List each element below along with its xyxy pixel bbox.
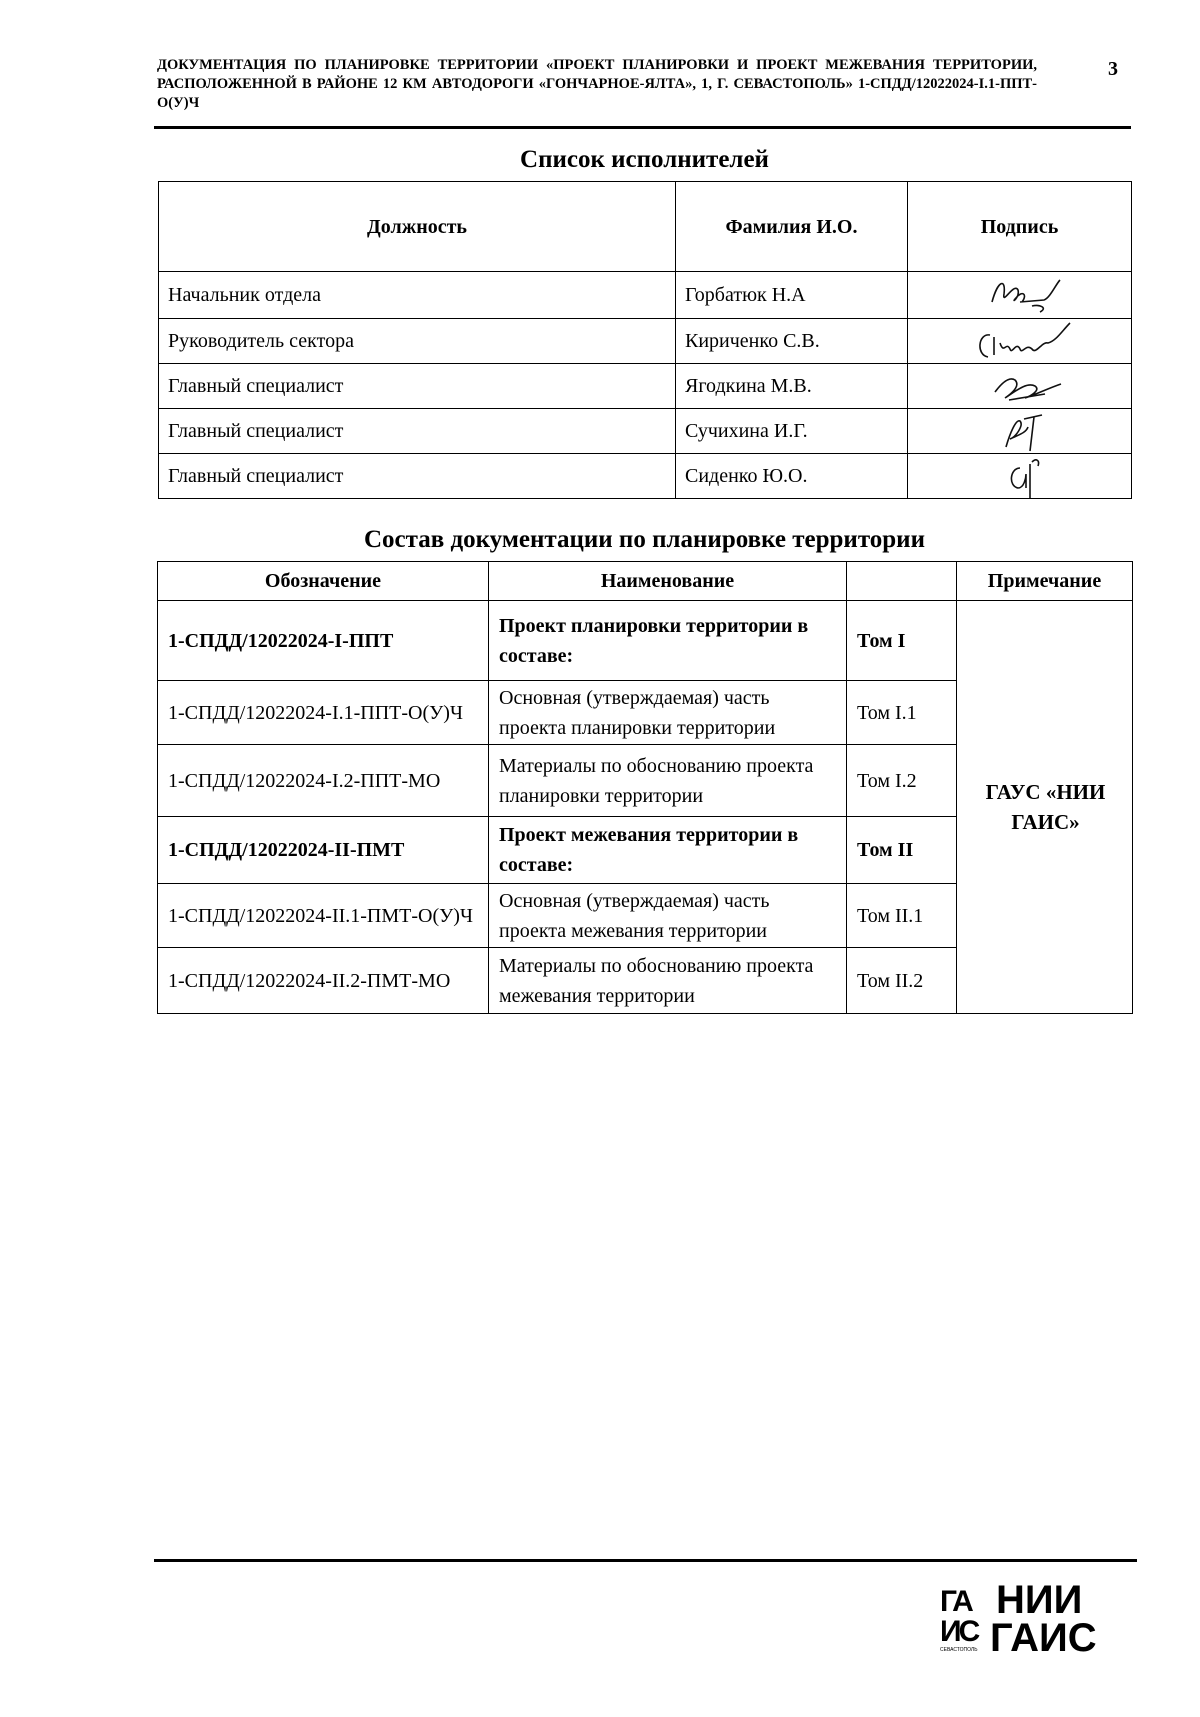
name-cell: Сучихина И.Г. [676, 409, 908, 454]
logo-text-line2: ГАИС [990, 1616, 1097, 1655]
logo-mark-top: ГА [940, 1585, 971, 1618]
title-cell: Проект планировки территории в составе: [489, 601, 847, 681]
executors-table [158, 181, 1132, 499]
position-cell: Главный специалист [159, 409, 676, 454]
title-cell: Основная (утверждаемая) часть проекта межевания территории [489, 884, 847, 948]
logo-text-line1: НИИ [996, 1578, 1083, 1622]
title-cell: Основная (утверждаемая) часть проекта планировки территории [489, 681, 847, 745]
volume-cell: Том I [847, 601, 957, 681]
signature-cell [908, 319, 1132, 364]
designation-cell: 1-СПДД/12022024-I.2-ППТ-МО [158, 745, 489, 817]
title-cell: Проект межевания территории в составе: [489, 817, 847, 884]
column-header-note: Примечание [957, 562, 1133, 601]
column-header-name: Фамилия И.О. [676, 182, 908, 272]
header-divider [154, 126, 1131, 129]
column-header-title: Наименование [489, 562, 847, 601]
logo-caption: СЕВАСТОПОЛЬ [940, 1647, 978, 1653]
volume-cell: Том II [847, 817, 957, 884]
volume-cell: Том II.1 [847, 884, 957, 948]
niigais-logo [938, 1575, 1128, 1655]
table-row [159, 364, 1132, 409]
designation-cell: 1-СПДД/12022024-II.2-ПМТ-МО [158, 948, 489, 1014]
title-cell: Материалы по обоснованию проекта планировки территории [489, 745, 847, 817]
note-cell: ГАУС «НИИ ГАИС» [957, 601, 1133, 1014]
footer-divider [154, 1559, 1137, 1562]
volume-cell: Том II.2 [847, 948, 957, 1014]
signature-cell [908, 409, 1132, 454]
signature-image [950, 319, 1090, 363]
volume-cell: Том I.2 [847, 745, 957, 817]
signature-image [970, 272, 1070, 318]
logo-mark-bottom: ИС [940, 1615, 978, 1648]
name-cell: Горбатюк Н.А [676, 272, 908, 319]
table-row [159, 409, 1132, 454]
name-cell: Сиденко Ю.О. [676, 454, 908, 499]
signature-cell [908, 454, 1132, 499]
volume-cell: Том I.1 [847, 681, 957, 745]
signature-cell [908, 364, 1132, 409]
position-cell: Главный специалист [159, 454, 676, 499]
title-cell: Материалы по обоснованию проекта межевания территории [489, 948, 847, 1014]
composition-title: Состав документации по планировке территории [364, 526, 925, 553]
name-cell: Кириченко С.В. [676, 319, 908, 364]
table-header-row [158, 562, 1133, 601]
position-cell: Начальник отдела [159, 272, 676, 319]
executors-title: Список исполнителей [520, 146, 769, 173]
position-cell: Руководитель сектора [159, 319, 676, 364]
signature-cell [908, 272, 1132, 319]
column-header-signature: Подпись [908, 182, 1132, 272]
designation-cell: 1-СПДД/12022024-II.1-ПМТ-О(У)Ч [158, 884, 489, 948]
table-row [159, 454, 1132, 499]
name-cell: Ягодкина М.В. [676, 364, 908, 409]
signature-image [980, 454, 1060, 498]
table-row [158, 601, 1133, 681]
column-header-volume [847, 562, 957, 601]
column-header-designation: Обозначение [158, 562, 489, 601]
table-row [159, 319, 1132, 364]
page-number: 3 [1108, 58, 1118, 80]
signature-image [980, 409, 1060, 453]
column-header-position: Должность [159, 182, 676, 272]
composition-table [157, 561, 1133, 1014]
designation-cell: 1-СПДД/12022024-I-ППТ [158, 601, 489, 681]
table-row [159, 272, 1132, 319]
table-header-row [159, 182, 1132, 272]
designation-cell: 1-СПДД/12022024-I.1-ППТ-О(У)Ч [158, 681, 489, 745]
position-cell: Главный специалист [159, 364, 676, 409]
designation-cell: 1-СПДД/12022024-II-ПМТ [158, 817, 489, 884]
signature-image [965, 364, 1075, 408]
document-header: ДОКУМЕНТАЦИЯ ПО ПЛАНИРОВКЕ ТЕРРИТОРИИ «ПРОЕКТ ПЛАНИРОВКИ И ПРОЕКТ МЕЖЕВАНИЯ ТЕРРИТОРИИ, РАСПОЛОЖЕННОЙ В РАЙОНЕ 12 КМ АВТОДОРОГИ «ГОНЧАРНОЕ-ЯЛТА», 1, Г. СЕВАСТОПОЛЬ» 1-СПДД/12022024-I.1-ППТ-О(У)Ч [157, 57, 1037, 111]
